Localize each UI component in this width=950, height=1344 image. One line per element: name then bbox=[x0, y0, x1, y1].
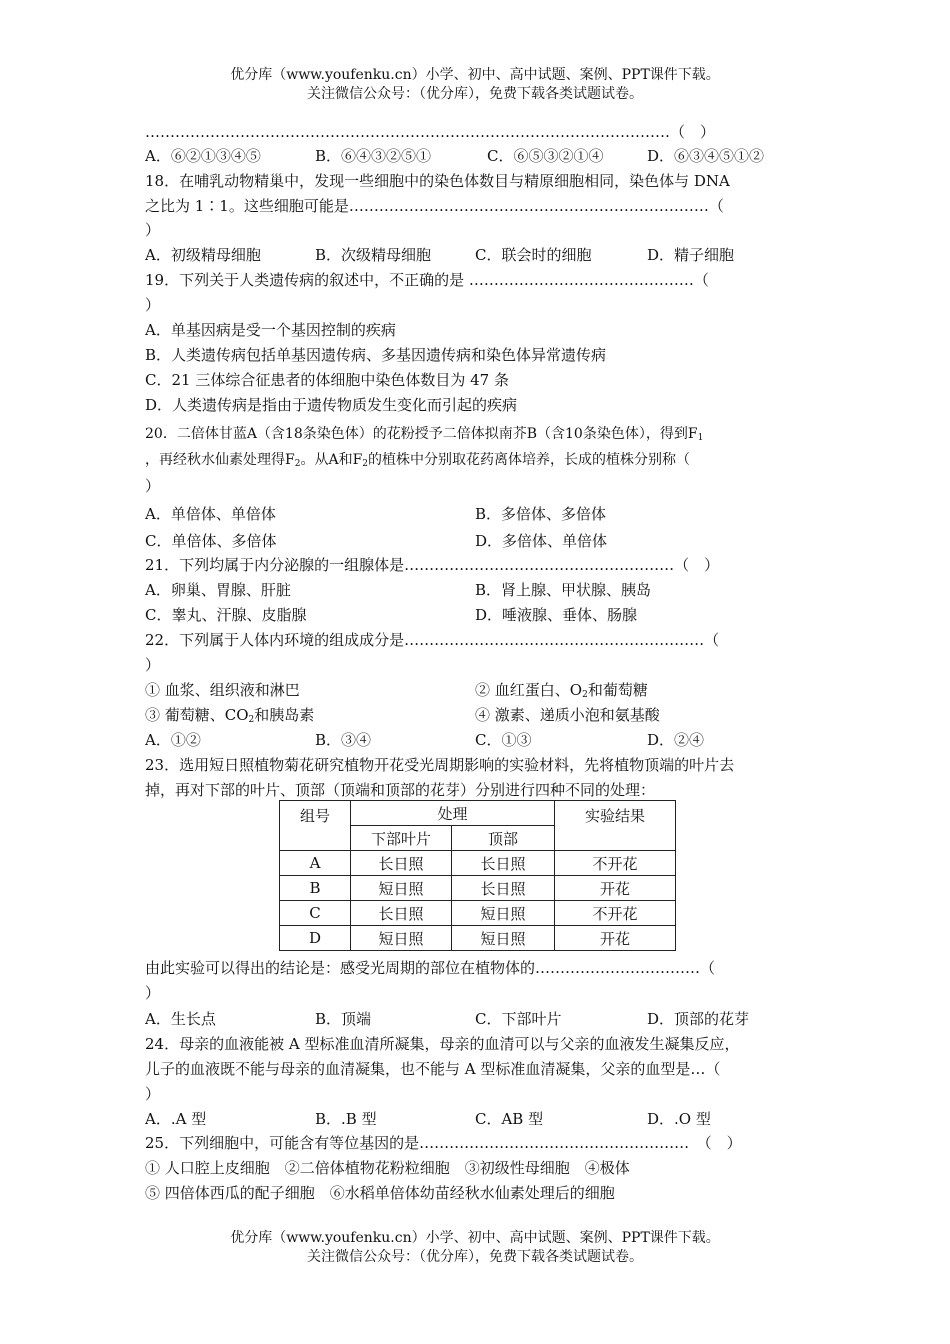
q24-options bbox=[145, 1109, 808, 1129]
q24-option-b: B．.B 型 bbox=[315, 1110, 377, 1128]
table-row: D 短日照 短日照 开花 bbox=[280, 926, 676, 951]
q23-stem-2: 掉，再对下部的叶片、顶部（顶端和顶部的花芽）分别进行四种不同的处理： bbox=[145, 781, 656, 799]
q21-stem: 21．下列均属于内分泌腺的一组腺体是………………………………………………（ ） bbox=[145, 556, 720, 574]
q23-conclusion-2: ） bbox=[145, 984, 161, 1002]
q20-option-b: B．多倍体、多倍体 bbox=[475, 505, 607, 523]
q22-items-row-2 bbox=[145, 705, 808, 725]
q22-stem-1: 22．下列属于人体内环境的组成成分是……………………………………………………（ bbox=[145, 631, 720, 649]
header-lower-leaf-cell: 下部叶片 bbox=[351, 826, 452, 851]
q19-option-c: C．21 三体综合征患者的体细胞中染色体数目为 47 条 bbox=[145, 371, 509, 389]
q20-options-row-1 bbox=[145, 504, 808, 524]
q24-stem-1: 24．母亲的血液能被 A 型标准血清所凝集，母亲的血清可以与父亲的血液发生凝集反应， bbox=[145, 1035, 740, 1053]
q23-stem-1: 23．选用短日照植物菊花研究植物开花受光周期影响的实验材料，先将植物顶端的叶片去 bbox=[145, 756, 735, 774]
footer-line-2: 关注微信公众号：（优分库），免费下载各类试题试卷。 bbox=[307, 1249, 643, 1265]
q20-stem-3: ） bbox=[145, 477, 161, 495]
q23-option-c: C．下部叶片 bbox=[475, 1010, 562, 1028]
page-footer bbox=[0, 1229, 950, 1267]
q19-stem-1: 19．下列关于人类遗传病的叙述中，不正确的是 ………………………………………（ bbox=[145, 271, 709, 289]
q20-option-a: A．单倍体、单倍体 bbox=[145, 505, 276, 523]
q25-items-1: ① 人口腔上皮细胞 ②二倍体植物花粉粒细胞 ③初级性母细胞 ④极体 bbox=[145, 1159, 630, 1177]
q17-option-a: A．⑥②①③④⑤ bbox=[145, 147, 261, 165]
q24-stem-3: ） bbox=[145, 1085, 161, 1103]
q21-options-row-1 bbox=[145, 580, 808, 600]
q19-option-d: D．人类遗传病是指由于遗传物质发生变化而引起的疾病 bbox=[145, 396, 518, 414]
q25-stem: 25．下列细胞中，可能含有等位基因的是……………………………………………… （ ） bbox=[145, 1134, 742, 1152]
q18-options bbox=[145, 245, 808, 265]
q21-option-c: C．睾丸、汗腺、皮脂腺 bbox=[145, 606, 307, 624]
q21-option-b: B．肾上腺、甲状腺、胰岛 bbox=[475, 581, 652, 599]
q17-options bbox=[145, 146, 808, 166]
q22-stem-2: ） bbox=[145, 656, 161, 674]
header-result-cell: 实验结果 bbox=[555, 801, 676, 851]
q19-stem-2: ） bbox=[145, 296, 161, 314]
q18-option-d: D．精子细胞 bbox=[647, 246, 735, 264]
q23-option-a: A．生长点 bbox=[145, 1010, 216, 1028]
header-line-2: 关注微信公众号：（优分库），免费下载各类试题试卷。 bbox=[307, 86, 643, 102]
q22-items-row-1 bbox=[145, 680, 808, 700]
q24-option-d: D．.O 型 bbox=[647, 1110, 711, 1128]
q22-item-1: ① 血浆、组织液和淋巴 bbox=[145, 681, 300, 699]
experiment-table bbox=[279, 800, 676, 951]
q21-option-d: D．唾液腺、垂体、肠腺 bbox=[475, 606, 638, 624]
q18-option-a: A．初级精母细胞 bbox=[145, 246, 261, 264]
q20-option-c: C．单倍体、多倍体 bbox=[145, 532, 277, 550]
q23-options bbox=[145, 1009, 808, 1029]
q25-items-2: ⑤ 四倍体西瓜的配子细胞 ⑥水稻单倍体幼苗经秋水仙素处理后的细胞 bbox=[145, 1184, 615, 1202]
q21-options-row-2 bbox=[145, 605, 808, 625]
q22-option-d: D．②④ bbox=[647, 731, 705, 749]
q24-option-c: C．AB 型 bbox=[475, 1110, 544, 1128]
q22-option-c: C．①③ bbox=[475, 731, 532, 749]
q21-option-a: A．卵巢、胃腺、肝脏 bbox=[145, 581, 291, 599]
q22-options bbox=[145, 730, 808, 750]
q23-conclusion-1: 由此实验可以得出的结论是：感受光周期的部位在植物体的……………………………（ bbox=[145, 959, 716, 977]
header-group-cell: 组号 bbox=[280, 801, 351, 851]
table-header-row bbox=[280, 801, 676, 826]
q20-stem-2: ，再经秋水仙素处理得$F_2$。从A和$F_2$的植株中分别取花药离体培养，长成的植株分别称（ bbox=[145, 452, 691, 469]
q23-option-d: D．顶部的花芽 bbox=[647, 1010, 750, 1028]
table-row: B 短日照 长日照 开花 bbox=[280, 876, 676, 901]
q18-stem-1: 18．在哺乳动物精巢中，发现一些细胞中的染色体数目与精原细胞相同，染色体与 DNA bbox=[145, 172, 730, 190]
q23-option-b: B．顶端 bbox=[315, 1010, 372, 1028]
q22-item-2: ② 血红蛋白、$O_2$和葡萄糖 bbox=[475, 681, 648, 700]
q22-option-a: A．①② bbox=[145, 731, 201, 749]
table-row: A 长日照 长日照 不开花 bbox=[280, 851, 676, 876]
q19-option-b: B．人类遗传病包括单基因遗传病、多基因遗传病和染色体异常遗传病 bbox=[145, 346, 607, 364]
q18-option-b: B．次级精母细胞 bbox=[315, 246, 432, 264]
footer-line-1: 优分库（www.youfenku.cn）小学、初中、高中试题、案例、PPT课件下载。 bbox=[230, 1230, 720, 1246]
page-header bbox=[0, 66, 950, 104]
header-line-1: 优分库（www.youfenku.cn）小学、初中、高中试题、案例、PPT课件下载。 bbox=[230, 67, 720, 83]
q22-item-4: ④ 激素、递质小泡和氨基酸 bbox=[475, 706, 660, 724]
q24-stem-2: 儿子的血液既不能与母亲的血清凝集，也不能与 A 型标准血清凝集，父亲的血型是…（ bbox=[145, 1060, 721, 1078]
table-row: C 长日照 短日照 不开花 bbox=[280, 901, 676, 926]
q22-option-b: B．③④ bbox=[315, 731, 372, 749]
header-top-cell: 顶部 bbox=[452, 826, 555, 851]
q20-options-row-2 bbox=[145, 531, 808, 551]
q20-option-d: D．多倍体、单倍体 bbox=[475, 532, 608, 550]
header-treatment-cell: 处理 bbox=[351, 801, 555, 826]
q17-dots: ……………………………………………………………………………………………（ ） bbox=[145, 123, 716, 141]
q17-option-b: B．⑥④③②⑤① bbox=[315, 147, 432, 165]
q17-option-d: D．⑥③④⑤①② bbox=[647, 147, 765, 165]
q18-stem-2: 之比为 1∶1。这些细胞可能是………………………………………………………………（ bbox=[145, 197, 724, 215]
q20-stem-1: 20．二倍体甘蓝A（含18条染色体）的花粉授予二倍体拟南芥B（含10条染色体），得到$F_1$ bbox=[145, 426, 704, 443]
q19-option-a: A．单基因病是受一个基因控制的疾病 bbox=[145, 321, 396, 339]
q22-item-3: ③ 葡萄糖、$CO_2$和胰岛素 bbox=[145, 706, 315, 725]
q17-option-c: C．⑥⑤③②①④ bbox=[487, 147, 604, 165]
q24-option-a: A．.A 型 bbox=[145, 1110, 207, 1128]
q18-stem-3: ） bbox=[145, 221, 161, 239]
q18-option-c: C．联会时的细胞 bbox=[475, 246, 592, 264]
